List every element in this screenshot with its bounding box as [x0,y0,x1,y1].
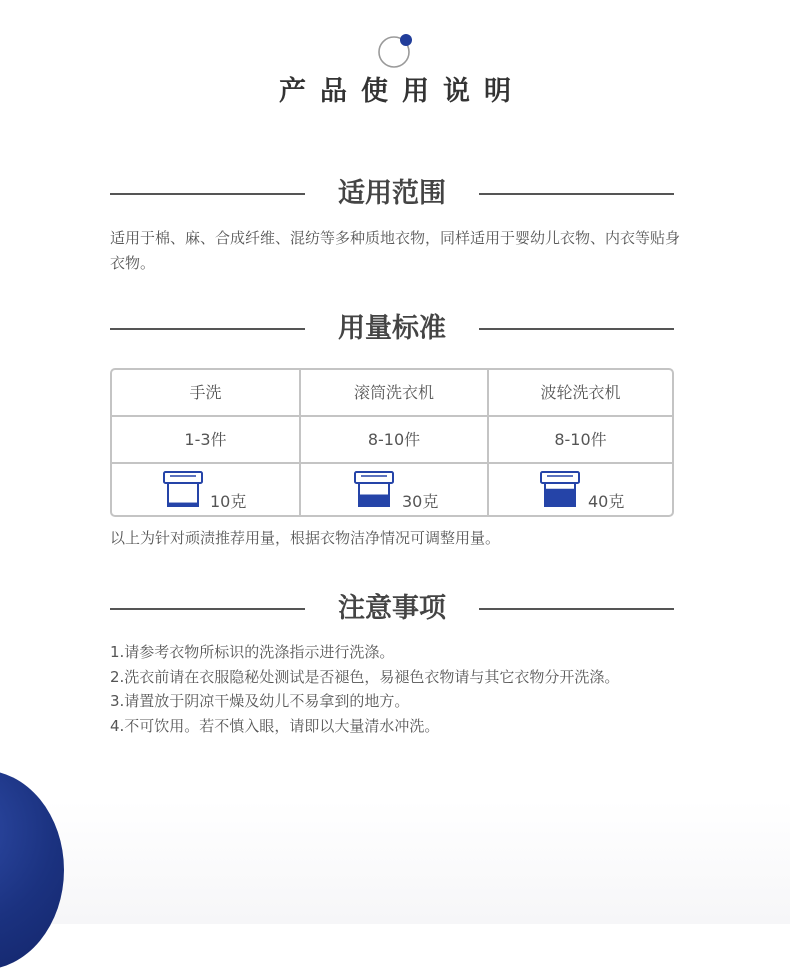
section-title: 用量标准 [338,313,446,344]
dosage-table [110,368,674,517]
section-heading-scope [110,174,674,214]
divider-right [479,193,674,195]
cup-fill [168,503,198,506]
table-header-cell: 波轮洗衣机 [540,383,621,402]
table-cell-load: 8-10件 [367,430,421,449]
dosage-amount: 30克 [402,492,439,511]
measuring-cup-icon [162,470,204,508]
background-fade [0,800,790,924]
row-divider [112,462,672,464]
measuring-cup-icon [539,470,581,508]
cup-lid [355,472,393,483]
dosage-amount: 10克 [210,492,247,511]
list-item: 4.不可饮用。若不慎入眼，请即以大量清水冲洗。 [110,716,440,735]
dosage-amount: 40克 [588,492,625,511]
section-title: 注意事项 [338,593,446,624]
brand-circle-icon [377,33,413,69]
section-heading-notes [110,589,674,629]
page-title: 产品使用说明 [279,76,525,107]
cup-fill [545,489,575,506]
cup-body [168,483,198,506]
divider-right [479,328,674,330]
table-cell-load: 8-10件 [554,430,607,449]
cup-lid [541,472,579,483]
table-header-cell: 滚筒洗衣机 [353,383,434,402]
scope-text: 适用于棉、麻、合成纤维、混纺等多种质地衣物，同样适用于婴幼儿衣物、内衣等贴身衣物。 [110,229,681,272]
table-header-cell: 手洗 [189,383,222,402]
measuring-cup-icon [353,470,395,508]
section-heading-dosage [110,309,674,349]
section-title: 适用范围 [338,178,446,209]
list-item: 3.请置放于阴凉干燥及幼儿不易拿到的地方。 [110,692,410,710]
cup-fill [359,495,389,507]
notes-list [110,640,710,738]
divider-right [479,608,674,610]
cup-lid [164,472,202,483]
list-item: 1.请参考衣物所标识的洗涤指示进行洗涤。 [110,643,395,661]
table-cell-load: 1-3件 [184,430,227,449]
dosage-note: 以上为针对顽渍推荐用量，根据衣物洁净情况可调整用量。 [110,529,501,547]
list-item: 2.洗衣前请在衣服隐秘处测试是否褪色，易褪色衣物请与其它衣物分开洗涤。 [110,667,620,686]
